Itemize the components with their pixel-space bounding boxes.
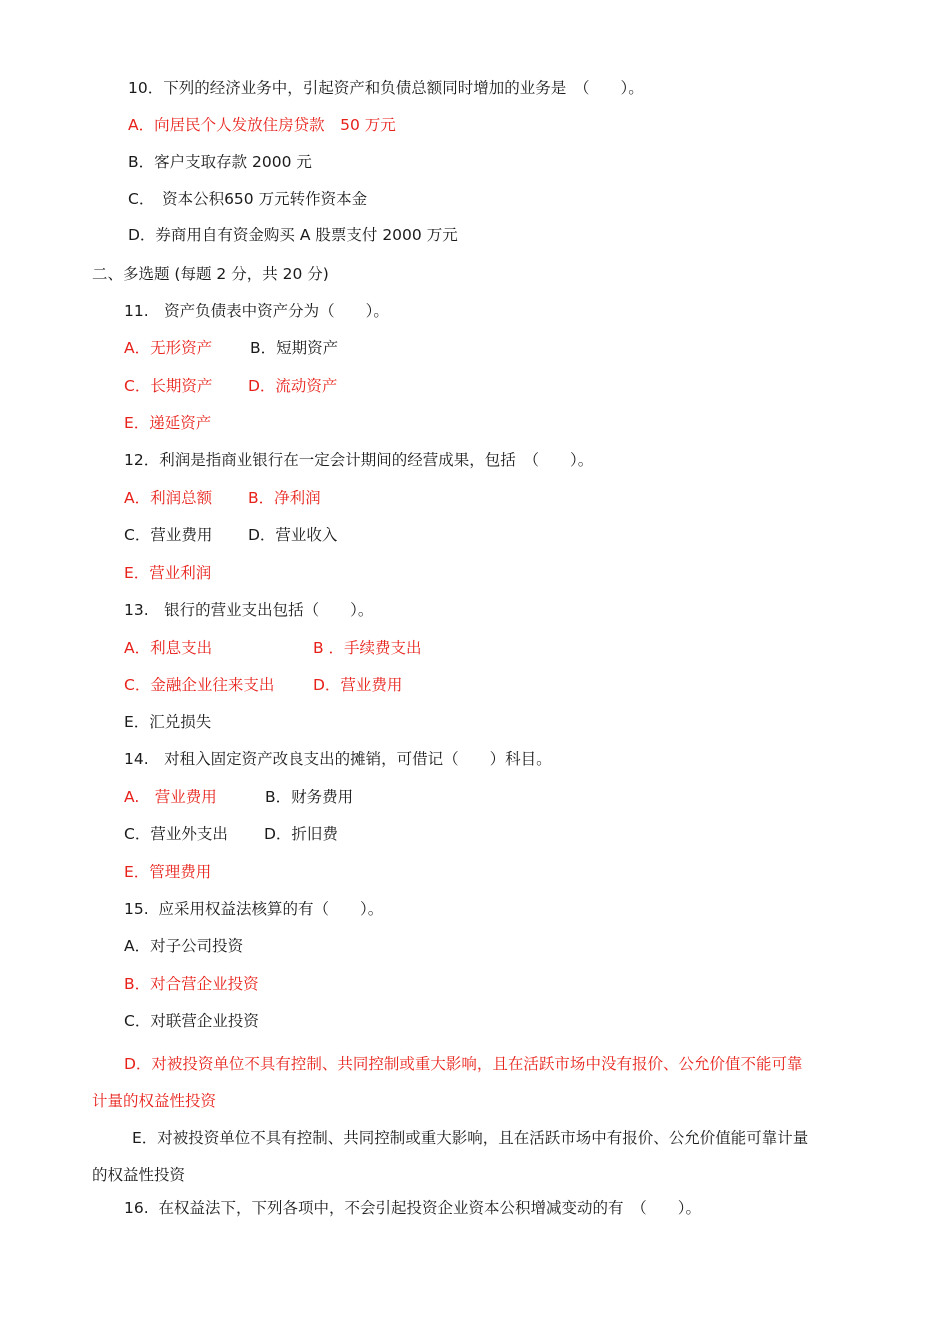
question-10: 10．下列的经济业务中，引起资产和负债总额同时增加的业务是 （ ）。 (128, 79, 644, 97)
question-11: 11. 资产负债表中资产分为（ ）。 (124, 302, 389, 320)
q11-row-ab (124, 338, 524, 358)
q12-option-b: B．净利润 (248, 489, 321, 507)
q12-row-ab (124, 488, 524, 508)
q14-option-e: E．管理费用 (124, 863, 212, 881)
q14-option-d: D．折旧费 (264, 825, 338, 843)
question-13: 13. 银行的营业支出包括（ ）。 (124, 601, 374, 619)
question-16: 16. 在权益法下，下列各项中，不会引起投资企业资本公积增减变动的有 （ ）。 (124, 1199, 702, 1217)
q10-option-b: B．客户支取存款 2000 元 (128, 153, 312, 171)
q13-option-b: B ．手续费支出 (313, 639, 422, 657)
q12-option-a: A．利润总额 (124, 489, 213, 507)
q12-option-e: E．营业利润 (124, 564, 212, 582)
q13-row-ab (124, 638, 524, 658)
q14-option-b: B．财务费用 (265, 788, 354, 806)
q14-option-a: A. 营业费用 (124, 788, 217, 806)
q14-row-cd (124, 824, 524, 844)
q10-option-a: A．向居民个人发放住房贷款 50 万元 (128, 116, 396, 134)
question-12: 12．利润是指商业银行在一定会计期间的经营成果，包括 （ ）。 (124, 451, 594, 469)
q14-row-ab (124, 787, 524, 807)
q11-option-c: C．长期资产 (124, 377, 213, 395)
q13-row-cd (124, 675, 524, 695)
q11-option-e: E．递延资产 (124, 414, 212, 432)
q10-option-d: D．券商用自有资金购买 A 股票支付 2000 万元 (128, 226, 458, 244)
q15-option-e-line1: E．对被投资单位不具有控制、共同控制或重大影响，且在活跃市场中有报价、公允价值能可靠计量 (132, 1129, 809, 1147)
q11-option-d: D．流动资产 (248, 377, 338, 395)
question-15: 15. 应采用权益法核算的有（ ）。 (124, 900, 384, 918)
q15-option-d-line2: 计量的权益性投资 (92, 1092, 217, 1110)
q15-option-e-line2: 的权益性投资 (92, 1166, 186, 1184)
q13-option-a: A．利息支出 (124, 639, 213, 657)
q15-option-c: C．对联营企业投资 (124, 1012, 259, 1030)
q12-option-d: D．营业收入 (248, 526, 338, 544)
q13-option-e: E．汇兑损失 (124, 713, 212, 731)
q12-option-c: C．营业费用 (124, 526, 213, 544)
q15-option-a: A．对子公司投资 (124, 937, 244, 955)
q14-option-c: C．营业外支出 (124, 825, 228, 843)
q15-option-b: B．对合营企业投资 (124, 975, 259, 993)
section-heading-multiple-choice: 二、多选题 (每题 2 分，共 20 分) (92, 265, 329, 283)
q13-option-d: D．营业费用 (313, 676, 403, 694)
q11-option-b: B．短期资产 (250, 339, 339, 357)
q12-row-cd (124, 525, 524, 545)
q10-option-c: C． 资本公积650 万元转作资本金 (128, 190, 368, 208)
q15-option-d-line1: D．对被投资单位不具有控制、共同控制或重大影响，且在活跃市场中没有报价、公允价值不能可靠 (124, 1055, 803, 1073)
q13-option-c: C．金融企业往来支出 (124, 676, 275, 694)
question-14: 14. 对租入固定资产改良支出的摊销，可借记（ ）科目。 (124, 750, 552, 768)
q11-option-a: A．无形资产 (124, 339, 213, 357)
q11-row-cd (124, 376, 524, 396)
